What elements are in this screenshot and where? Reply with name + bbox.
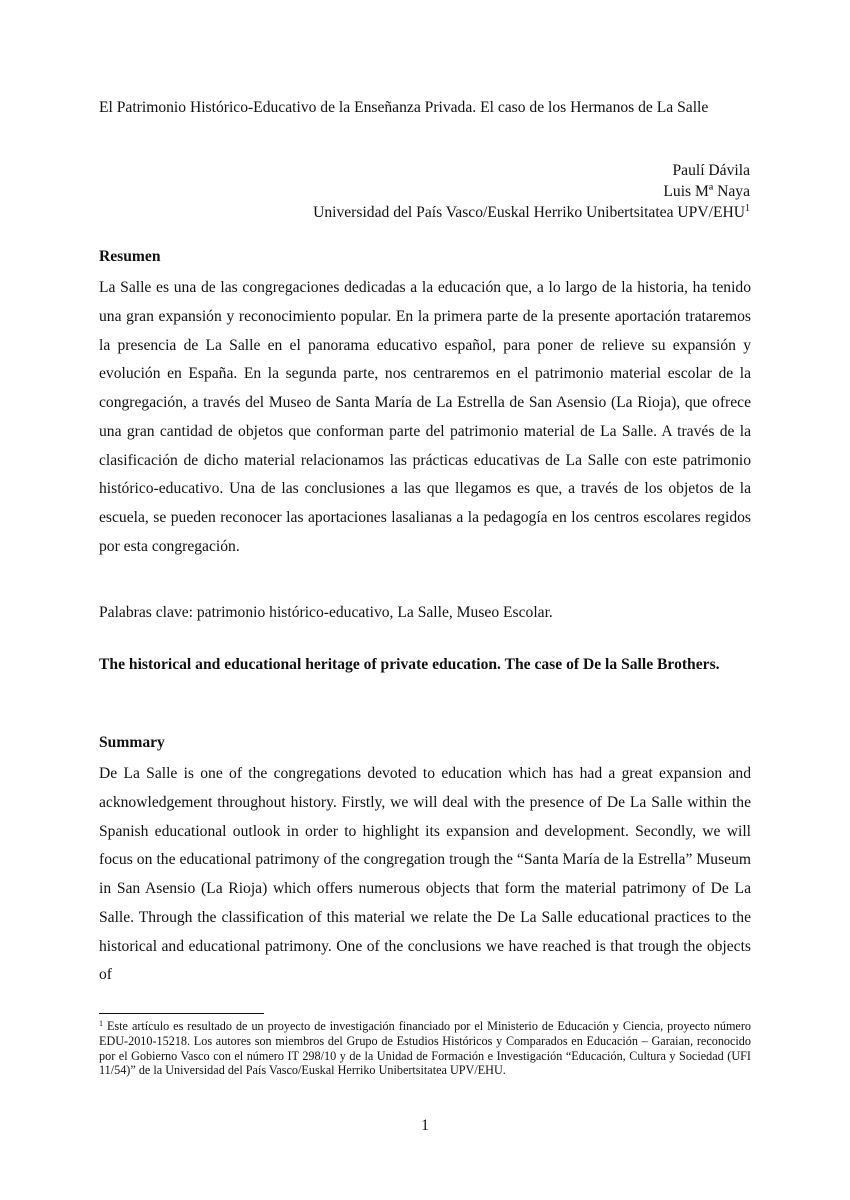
page-number: 1 — [421, 1117, 429, 1134]
footnote-number: 1 — [99, 1019, 103, 1028]
author-name: Paulí Dávila — [672, 162, 750, 179]
author-block — [313, 160, 750, 223]
resumen-paragraph: La Salle es una de las congregaciones dedicadas a la educación que, a lo largo de la historia, ha tenido una gran expansión y reconocimiento popular. En la primera parte de la presente aportación trataremos la presencia de La Salle en el panorama educativo español, para poner de relieve su expansión y evolución en España. En la segunda parte, nos centraremos en el patrimonio material escolar de la congregación, a través del Museo de Santa María de La Estrella de San Asensio (La Rioja), que ofrece una gran cantidad de objetos que conforman parte del patrimonio material de La Salle. A través de la clasificación de dicho material relacionamos las prácticas educativas de La Salle con este patrimonio histórico-educativo. Una de las conclusiones a las que llegamos es que, a través de los objetos de la escuela, se pueden reconocer las aportaciones lasalianas a la pedagogía en los centros escolares regidos por esta congregación. — [99, 279, 751, 555]
paper-title: El Patrimonio Histórico-Educativo de la Enseñanza Privada. El caso de los Hermanos de La Salle — [99, 99, 709, 116]
footnote-separator — [99, 1013, 264, 1014]
footnote-marker: 1 — [745, 203, 750, 214]
english-title: The historical and educational heritage of private education. The case of De la Salle Brothers. — [99, 656, 720, 673]
resumen-heading: Resumen — [99, 248, 161, 265]
affiliation — [313, 202, 750, 223]
summary-heading: Summary — [99, 734, 165, 751]
author-name: Luis Mª Naya — [663, 183, 750, 200]
affiliation-text: Universidad del País Vasco/Euskal Herriko Unibertsitatea UPV/EHU — [313, 204, 745, 221]
footnote — [99, 1019, 751, 1078]
keywords-line: Palabras clave: patrimonio histórico-educativo, La Salle, Museo Escolar. — [99, 604, 553, 621]
footnote-text: Este artículo es resultado de un proyecto de investigación financiado por el Ministerio de Educación y Ciencia, proyecto número EDU-2010-15218. Los autores son miembros del Grupo de Estudios Históricos y Comparados en Educación – Garaian, reconocido por el Gobierno Vasco con el número IT 298/10 y de la Unidad de Formación e Investigación “Educación, Cultura y Sociedad (UFI 11/54)” de la Universidad del País Vasco/Euskal Herriko Unibertsitatea UPV/EHU. — [99, 1019, 751, 1078]
summary-paragraph: De La Salle is one of the congregations devoted to education which has had a great expansion and acknowledgement throughout history. Firstly, we will deal with the presence of De La Salle within the Spanish educational outlook in order to highlight its expansion and development. Secondly, we will focus on the educational patrimony of the congregation trough the “Santa María de la Estrella” Museum in San Asensio (La Rioja) which offers numerous objects that form the material patrimony of De La Salle. Through the classification of this material we relate the De La Salle educational practices to the historical and educational patrimony. One of the conclusions we have reached is that trough the objects of — [99, 765, 751, 984]
